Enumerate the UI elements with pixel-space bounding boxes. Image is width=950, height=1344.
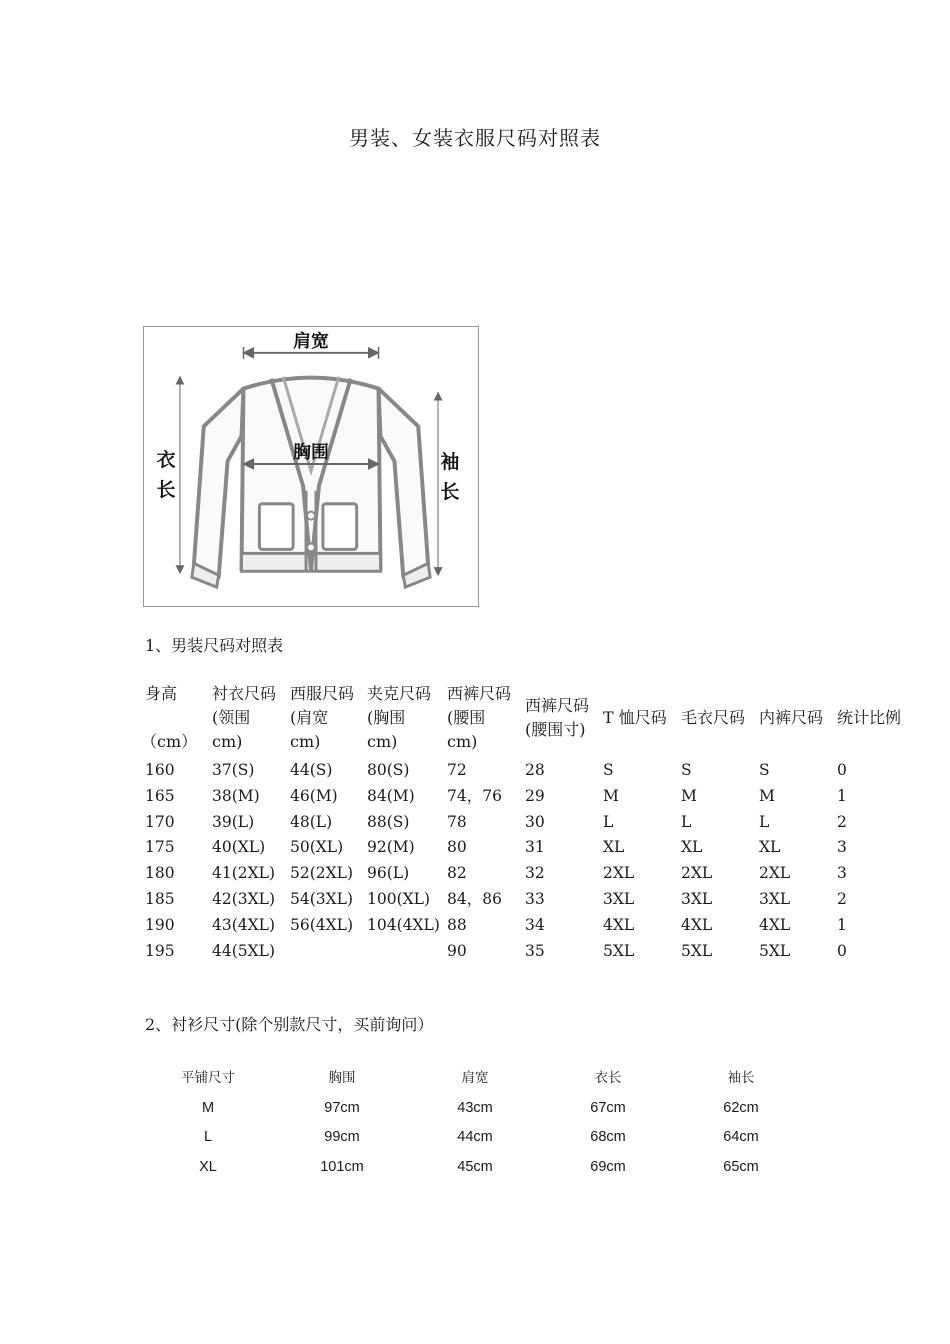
cell: 52(2XL) — [290, 864, 354, 883]
cell: 104(4XL) — [367, 915, 440, 934]
cell: 67cm — [590, 1099, 626, 1116]
cell: 43(4XL) — [212, 915, 276, 934]
table-row — [140, 1153, 820, 1183]
header-pants-sub: (腰围 — [447, 708, 486, 727]
cell: XL — [759, 838, 781, 857]
table-row — [140, 1094, 820, 1124]
cell: 74，76 — [447, 786, 502, 805]
cell: 46(M) — [290, 786, 338, 805]
cell: M — [603, 786, 619, 805]
cell: 64cm — [723, 1129, 759, 1145]
cell: L — [759, 812, 770, 831]
cell: 31 — [525, 838, 545, 857]
table-row — [145, 810, 925, 836]
header-jacket-sub: (胸围 — [367, 708, 406, 727]
cell: L — [203, 1129, 213, 1145]
cell: 90 — [447, 941, 467, 960]
cell: 180 — [145, 864, 175, 883]
cell: XL — [199, 1158, 217, 1175]
cell: 5XL — [759, 941, 791, 960]
cell: 50(XL) — [290, 838, 344, 857]
cell: S — [681, 761, 692, 779]
header-suit: 西服尺码 — [290, 684, 355, 703]
sleeve-label-1: 袖 — [440, 450, 460, 473]
cell: 165 — [145, 786, 175, 805]
cell: 28 — [525, 761, 545, 779]
cell: 2 — [837, 889, 847, 908]
cell: L — [681, 812, 692, 831]
cell: XL — [603, 838, 625, 857]
cell: 96(L) — [367, 864, 410, 883]
cell: 44cm — [457, 1129, 493, 1145]
table-header-row — [140, 1064, 820, 1094]
cell: 2XL — [681, 864, 713, 883]
cell: 0 — [837, 941, 847, 960]
cell: 2XL — [759, 864, 791, 883]
page-title: 男装、女装衣服尺码对照表 — [349, 126, 601, 150]
cell: 84(M) — [367, 786, 415, 805]
jacket-illustration — [144, 327, 478, 606]
cell: 92(M) — [367, 838, 415, 857]
section-heading-shirt: 2、衬衫尺寸(除个别款尺寸，买前询问） — [145, 1015, 434, 1034]
cell: 32 — [525, 864, 545, 883]
cell: 33 — [525, 889, 545, 908]
cell: 35 — [525, 941, 545, 960]
header-height-unit: （cm） — [141, 732, 198, 751]
header-jacket: 夹克尺码 — [367, 684, 432, 703]
cell: 100(XL) — [367, 889, 431, 908]
cell: 3XL — [681, 889, 713, 908]
cell: 68cm — [590, 1129, 626, 1145]
cell: 44(5XL) — [212, 941, 276, 960]
cell: 48(L) — [290, 812, 333, 831]
shoulder-label: 肩宽 — [293, 330, 329, 352]
cell: 72 — [447, 761, 467, 779]
header-cell: 胸围 — [328, 1070, 356, 1086]
header-pants-inch-sub: (腰围寸) — [525, 720, 586, 739]
header-pants-unit: cm) — [447, 732, 478, 751]
cell: S — [603, 761, 614, 779]
header-cell: 袖长 — [727, 1070, 755, 1086]
cell: 43cm — [457, 1099, 493, 1116]
cell: 101cm — [320, 1158, 364, 1175]
header-cell: 平铺尺寸 — [181, 1070, 235, 1086]
length-label-2: 长 — [156, 478, 176, 501]
cell: XL — [681, 838, 703, 857]
cell: 0 — [837, 761, 847, 779]
cell: 190 — [145, 915, 175, 934]
chest-label: 胸围 — [293, 442, 329, 464]
sleeve-label-2: 长 — [440, 480, 460, 503]
header-pants-inch: 西裤尺码 — [525, 696, 590, 715]
cell: 80(S) — [367, 761, 410, 779]
cell: S — [759, 761, 770, 779]
cell: 82 — [447, 864, 467, 883]
cell: 3XL — [759, 889, 791, 908]
cell: 3 — [837, 864, 847, 883]
cell: 1 — [837, 915, 847, 934]
cell: 37(S) — [212, 761, 255, 779]
header-suit-unit: cm) — [290, 732, 321, 751]
cell: 44(S) — [290, 761, 333, 779]
cell: 29 — [525, 786, 545, 805]
cell: 2XL — [603, 864, 635, 883]
cell: L — [603, 812, 614, 831]
header-ratio: 统计比例 — [837, 708, 902, 727]
jacket-measurement-diagram — [143, 326, 479, 607]
cell: 38(M) — [212, 786, 260, 805]
cell: 65cm — [723, 1158, 759, 1175]
table-row — [145, 784, 925, 810]
cell: M — [759, 786, 775, 805]
cell: 56(4XL) — [290, 915, 354, 934]
cell: 97cm — [324, 1099, 360, 1116]
cell: 4XL — [759, 915, 791, 934]
table-row — [145, 758, 925, 784]
table-row — [145, 887, 925, 913]
cell: 4XL — [603, 915, 635, 934]
cell: 5XL — [603, 941, 635, 960]
cell: 88 — [447, 915, 467, 934]
cell: 39(L) — [212, 812, 255, 831]
header-suit-sub: (肩宽 — [290, 708, 329, 727]
shirt-size-table — [140, 1064, 820, 1182]
cell: 1 — [837, 786, 847, 805]
header-cell: 衣长 — [594, 1070, 622, 1086]
cell: 45cm — [457, 1158, 493, 1175]
header-jacket-unit: cm) — [367, 732, 398, 751]
header-underwear: 内裤尺码 — [759, 708, 824, 727]
length-label-1: 衣 — [156, 449, 176, 472]
table-row — [140, 1123, 820, 1153]
cell: 2 — [837, 812, 847, 831]
cell: 84，86 — [447, 889, 502, 908]
cell: 80 — [447, 838, 467, 857]
header-cell: 肩宽 — [461, 1070, 489, 1086]
cell: 4XL — [681, 915, 713, 934]
table-row — [145, 861, 925, 887]
cell: 88(S) — [367, 812, 410, 831]
cell: 69cm — [590, 1158, 626, 1175]
header-height: 身高 — [145, 684, 178, 703]
men-table-header — [141, 680, 925, 755]
cell: 160 — [145, 761, 175, 779]
cell: 40(XL) — [212, 838, 266, 857]
cell: M — [681, 786, 697, 805]
table-row — [145, 835, 925, 861]
cell: 78 — [447, 812, 467, 831]
cell: 42(3XL) — [212, 889, 276, 908]
men-table-body — [145, 758, 925, 964]
cell: 175 — [145, 838, 175, 857]
header-pants: 西裤尺码 — [447, 684, 512, 703]
cell: 62cm — [723, 1099, 759, 1116]
cell: 99cm — [324, 1129, 360, 1145]
table-row — [145, 913, 925, 939]
header-shirt: 衬衣尺码 — [212, 684, 277, 703]
cell: 41(2XL) — [212, 864, 276, 883]
cell: 30 — [525, 812, 545, 831]
cell: 195 — [145, 941, 175, 960]
cell: 5XL — [681, 941, 713, 960]
header-shirt-sub: (领围 — [212, 708, 251, 727]
cell: 54(3XL) — [290, 889, 354, 908]
cell: 185 — [145, 889, 175, 908]
section-heading-men: 1、男装尺码对照表 — [145, 636, 284, 655]
table-row — [145, 939, 925, 965]
cell: 34 — [525, 915, 545, 934]
cell: 170 — [145, 812, 175, 831]
cell: 3XL — [603, 889, 635, 908]
header-shirt-unit: cm) — [212, 732, 243, 751]
header-tshirt: T 恤尺码 — [603, 708, 667, 727]
cell: M — [201, 1099, 215, 1116]
cell: 3 — [837, 838, 847, 857]
header-sweater: 毛衣尺码 — [681, 708, 746, 727]
